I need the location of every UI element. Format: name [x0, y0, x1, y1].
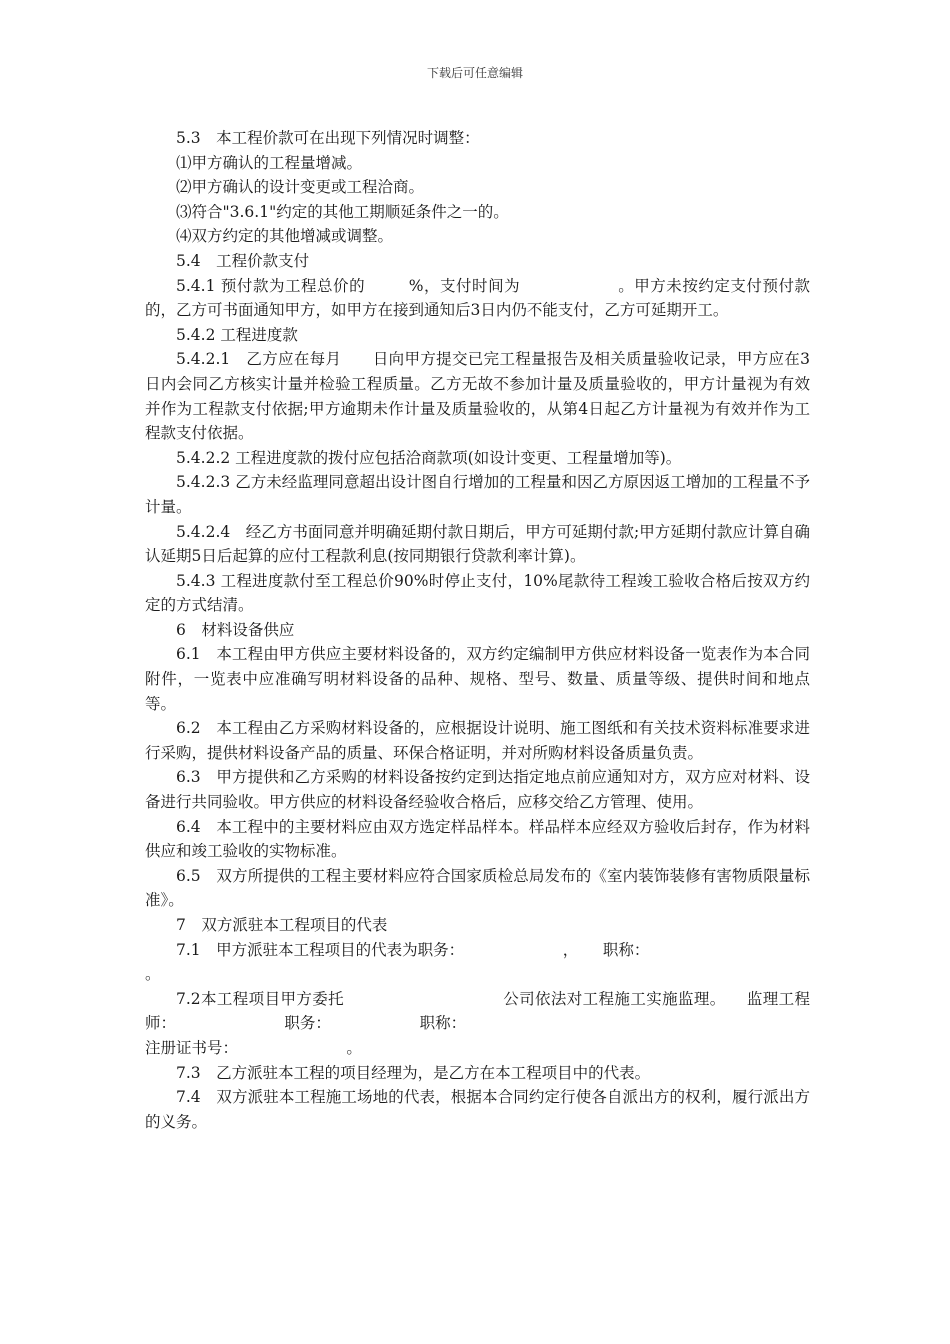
list-item: ⑷双方约定的其他增减或调整。 [176, 227, 394, 246]
clause-7-1-end: 。 [145, 965, 161, 984]
clause-6-1: 6.1 本工程由甲方供应主要材料设备的，双方约定编制甲方供应材料设备一览表作为本合同附件，一览表中应准确写明材料设备的品种、规格、型号、数量、质量等级、提供时间和地点等。 [145, 645, 810, 713]
clause-7-2-cert: 注册证书号： 。 [145, 1038, 362, 1057]
clause-6-2: 6.2 本工程由乙方采购材料设备的，应根据设计说明、施工图纸和有关技术资料标准要求进行采购，提供材料设备产品的质量、环保合格证明，并对所购材料设备质量负责。 [145, 719, 810, 762]
clause-5-4-1: 5.4.1 预付款为工程总价的 %，支付时间为 。甲方未按约定支付预付款的，乙方可书面通知甲方，如甲方在接到通知后3日内仍不能支付，乙方可延期开工。 [145, 276, 810, 320]
list-item: ⑴甲方确认的工程量增减。 [176, 153, 363, 172]
section-7-heading: 7 双方派驻本工程项目的代表 [176, 916, 388, 934]
clause-5-3: 5.3 本工程价款可在出现下列情况时调整： [176, 129, 480, 147]
clause-5-4-2-3: 5.4.2.3 乙方未经监理同意超出设计图自行增加的工程量和因乙方原因返工增加的工程量不予计量。 [145, 473, 810, 516]
clause-7-4: 7.4 双方派驻本工程施工场地的代表，根据本合同约定行使各自派出方的权利，履行派出方的义务。 [145, 1088, 810, 1131]
clause-7-2: 7.2本工程项目甲方委托 公司依法对工程施工实施监理。 监理工程师： 职务： 职称： [145, 989, 810, 1033]
clause-5-4-2-4: 5.4.2.4 经乙方书面同意并明确延期付款日期后，甲方可延期付款;甲方延期付款应计算自确认延期5日后起算的应付工程款利息(按同期银行贷款利率计算)。 [145, 522, 810, 566]
clause-6-5: 6.5 双方所提供的工程主要材料应符合国家质检总局发布的《室内装饰装修有害物质限量标准》。 [145, 866, 810, 910]
clause-7-1: 7.1 甲方派驻本工程项目的代表为职务： ， 职称： [176, 940, 650, 959]
page-header: 下载后可任意编辑 [426, 66, 523, 80]
clause-6-4: 6.4 本工程中的主要材料应由双方选定样品样本。样品样本应经双方验收后封存，作为材料供应和竣工验收的实物标准。 [145, 817, 810, 861]
list-item: ⑶符合"3.6.1"约定的其他工期顺延条件之一的。 [176, 202, 509, 221]
clause-5-4-heading: 5.4 工程价款支付 [176, 251, 310, 270]
clause-5-4-2-1: 5.4.2.1 乙方应在每月 日向甲方提交已完工程量报告及相关质量验收记录，甲方应在3日内会同乙方核实计量并检验工程质量。乙方无故不参加计量及质量验收的，甲方计量视为有效并作为工程款支付依据;甲方逾期未作计量及质量验收的，从第4日起乙方计量视为有效并作为工程款支付依据。 [145, 350, 810, 443]
clause-5-4-2-heading: 5.4.2 工程进度款 [176, 325, 298, 344]
clause-5-4-3: 5.4.3 工程进度款付至工程总价90%时停止支付，10%尾款待工程竣工验收合格后按双方约定的方式结清。 [145, 571, 810, 615]
clause-7-3: 7.3 乙方派驻本工程的项目经理为，是乙方在本工程项目中的代表。 [176, 1063, 651, 1082]
section-6-heading: 6 材料设备供应 [176, 620, 295, 639]
clause-5-4-2-2: 5.4.2.2 工程进度款的拨付应包括洽商款项(如设计变更、工程量增加等)。 [176, 448, 682, 467]
clause-6-3: 6.3 甲方提供和乙方采购的材料设备按约定到达指定地点前应通知对方，双方应对材料、设备进行共同验收。甲方供应的材料设备经验收合格后，应移交给乙方管理、使用。 [145, 768, 810, 812]
list-item: ⑵甲方确认的设计变更或工程洽商。 [176, 178, 425, 197]
document-body [145, 126, 810, 1134]
